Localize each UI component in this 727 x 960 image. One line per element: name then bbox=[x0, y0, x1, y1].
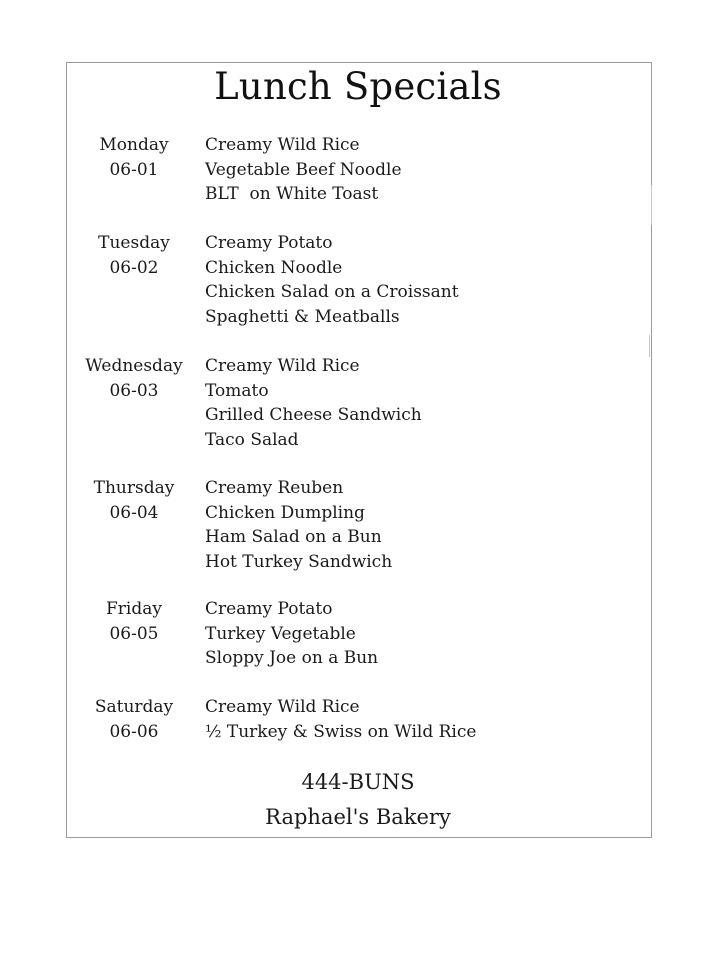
menu-item: Grilled Cheese Sandwich bbox=[205, 405, 422, 425]
menu-item: Vegetable Beef Noodle bbox=[205, 159, 402, 180]
scan-mark bbox=[649, 335, 650, 357]
menu-item: Chicken Noodle bbox=[205, 257, 343, 278]
menu-item: Chicken Salad on a Croissant bbox=[205, 282, 459, 302]
menu-item: Creamy Potato bbox=[205, 599, 333, 619]
day-date: 06-03 bbox=[109, 380, 159, 401]
menu-item: Ham Salad on a Bun bbox=[205, 527, 382, 547]
menu-item: Hot Turkey Sandwich bbox=[205, 551, 393, 572]
day-date: 06-05 bbox=[109, 623, 159, 644]
day-name: Saturday bbox=[94, 697, 174, 717]
day-name: Friday bbox=[106, 599, 162, 619]
day-date: 06-04 bbox=[109, 502, 159, 523]
menu-item: Creamy Wild Rice bbox=[205, 135, 360, 155]
day-date: 06-06 bbox=[109, 721, 159, 742]
menu-item: Chicken Dumpling bbox=[205, 502, 365, 523]
menu-item: Tomato bbox=[205, 380, 269, 401]
menu-item: Turkey Vegetable bbox=[205, 623, 356, 644]
day-name: Wednesday bbox=[85, 356, 183, 376]
day-date: 06-02 bbox=[109, 257, 159, 278]
page-title: Lunch Specials bbox=[214, 65, 502, 108]
bakery-name: Raphael's Bakery bbox=[265, 805, 451, 829]
day-name: Thursday bbox=[93, 478, 175, 498]
menu-item: Sloppy Joe on a Bun bbox=[205, 648, 379, 668]
menu-item: Taco Salad bbox=[205, 429, 299, 450]
menu-item: BLT on White Toast bbox=[205, 184, 379, 204]
menu-item: Creamy Reuben bbox=[205, 478, 344, 498]
phone-number: 444-BUNS bbox=[301, 770, 415, 794]
day-date: 06-01 bbox=[109, 159, 159, 180]
day-name: Monday bbox=[99, 135, 169, 155]
menu-item: Creamy Potato bbox=[205, 233, 333, 253]
menu-item: Creamy Wild Rice bbox=[205, 697, 360, 717]
menu-item: Spaghetti & Meatballs bbox=[205, 306, 400, 327]
scan-mark bbox=[651, 185, 652, 225]
day-name: Tuesday bbox=[98, 233, 170, 253]
menu-item: ½ Turkey & Swiss on Wild Rice bbox=[205, 721, 477, 742]
menu-item: Creamy Wild Rice bbox=[205, 356, 360, 376]
